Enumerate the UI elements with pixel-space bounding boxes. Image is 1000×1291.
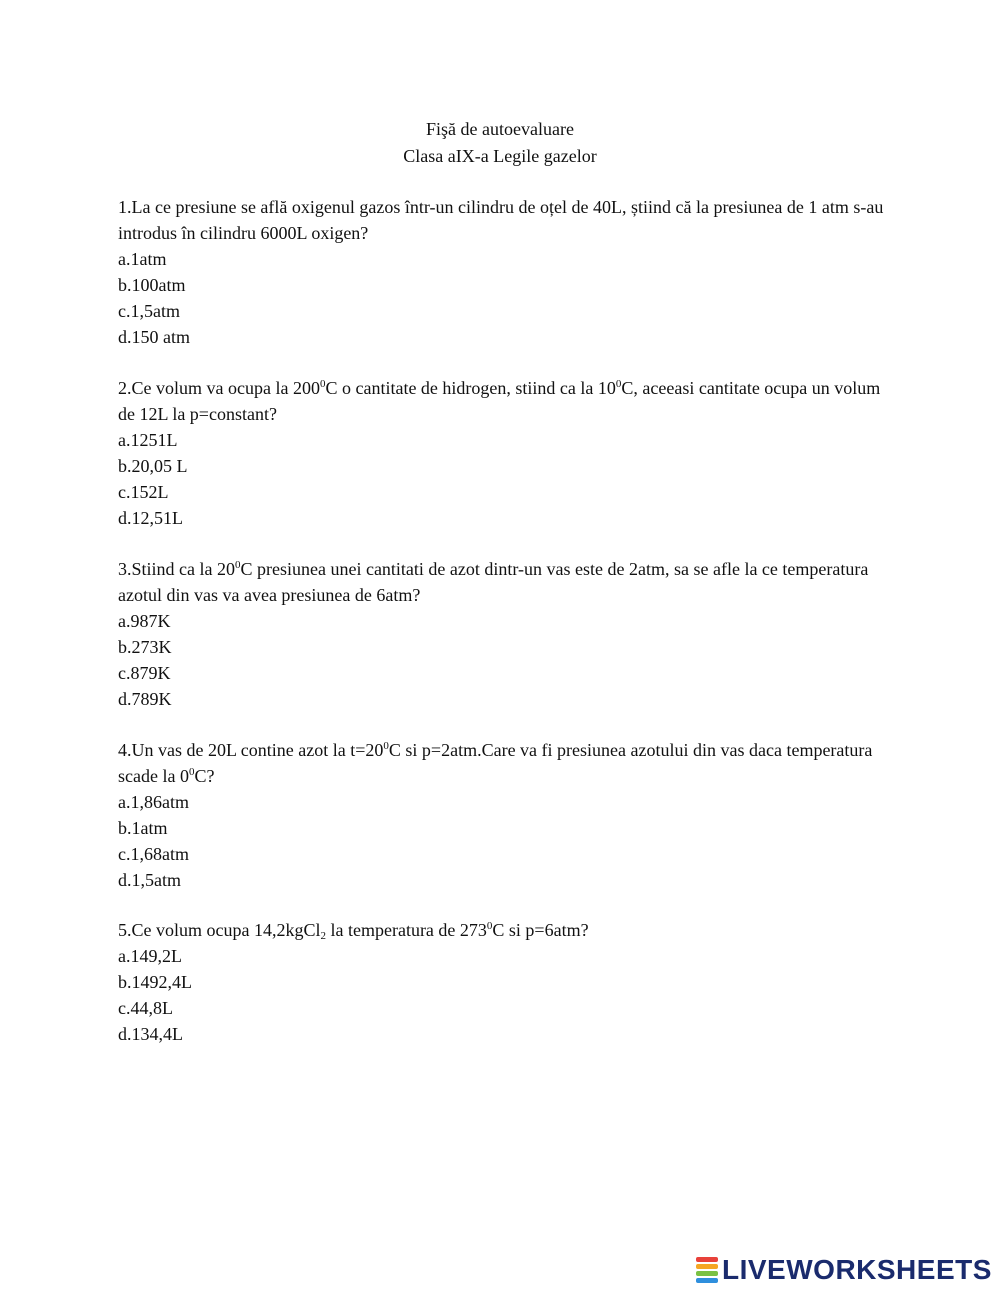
page-title: Fişă de autoevaluare [426, 119, 574, 139]
option-d[interactable]: d.150 atm [118, 327, 190, 347]
question-text: 3.Stiind ca la $20^0C$ presiunea unei cantitati de azot dintr-un vas este de 2atm, sa se afle la ce temperatura azotul din vas va avea presiunea de 6atm? [118, 559, 869, 605]
option-c[interactable]: c.1,68atm [118, 844, 189, 864]
option-c[interactable]: c.879K [118, 663, 171, 683]
option-c[interactable]: c.1,5atm [118, 301, 180, 321]
option-d[interactable]: d.12,51L [118, 508, 183, 528]
logo-stripe [696, 1278, 718, 1283]
page-header [0, 116, 1000, 170]
option-d[interactable]: d.134,4L [118, 1024, 183, 1044]
logo-stripe [696, 1264, 718, 1269]
liveworksheets-brand [696, 1255, 992, 1285]
option-d[interactable]: d.789K [118, 689, 172, 709]
option-a[interactable]: a.149,2L [118, 946, 182, 966]
brand-name: LIVEWORKSHEETS [722, 1254, 992, 1285]
question-1 [118, 194, 898, 350]
option-a[interactable]: a.987K [118, 611, 171, 631]
option-a[interactable]: a.1,86atm [118, 792, 189, 812]
option-a[interactable]: a.1251L [118, 430, 178, 450]
question-3 [118, 556, 898, 712]
liveworksheets-logo-icon [696, 1256, 718, 1284]
option-b[interactable]: b.1492,4L [118, 972, 192, 992]
option-a[interactable]: a.1atm [118, 249, 167, 269]
question-text: 2.Ce volum va ocupa la $200^0C$ o cantitate de hidrogen, stiind ca la $10^0C$, aceeasi cantitate ocupa un volum de 12L la p=constant? [118, 378, 881, 424]
question-text: 1.La ce presiune se află oxigenul gazos într-un cilindru de oțel de 40L, știind că la presiunea de 1 atm s-au introdus în cilindru 6000L oxigen? [118, 197, 884, 243]
page-subtitle: Clasa aIX-a Legile gazelor [403, 146, 597, 166]
question-4 [118, 737, 898, 893]
question-2 [118, 375, 898, 531]
question-text: 5.Ce volum ocupa 14,2kgCl$_2$ la temperatura de $273^0C$ si p=6atm? [118, 920, 589, 942]
logo-stripe [696, 1257, 718, 1262]
option-b[interactable]: b.100atm [118, 275, 186, 295]
question-5 [118, 917, 898, 1047]
logo-stripe [696, 1271, 718, 1276]
option-b[interactable]: b.273K [118, 637, 172, 657]
question-text: 4.Un vas de 20L contine azot la $t=20^0C$ si p=2atm.Care va fi presiunea azotului din vas daca temperatura scade la $0^0C$? [118, 740, 873, 786]
option-d[interactable]: d.1,5atm [118, 870, 181, 890]
option-c[interactable]: c.152L [118, 482, 169, 502]
option-b[interactable]: b.1atm [118, 818, 168, 838]
option-c[interactable]: c.44,8L [118, 998, 173, 1018]
option-b[interactable]: b.20,05 L [118, 456, 188, 476]
